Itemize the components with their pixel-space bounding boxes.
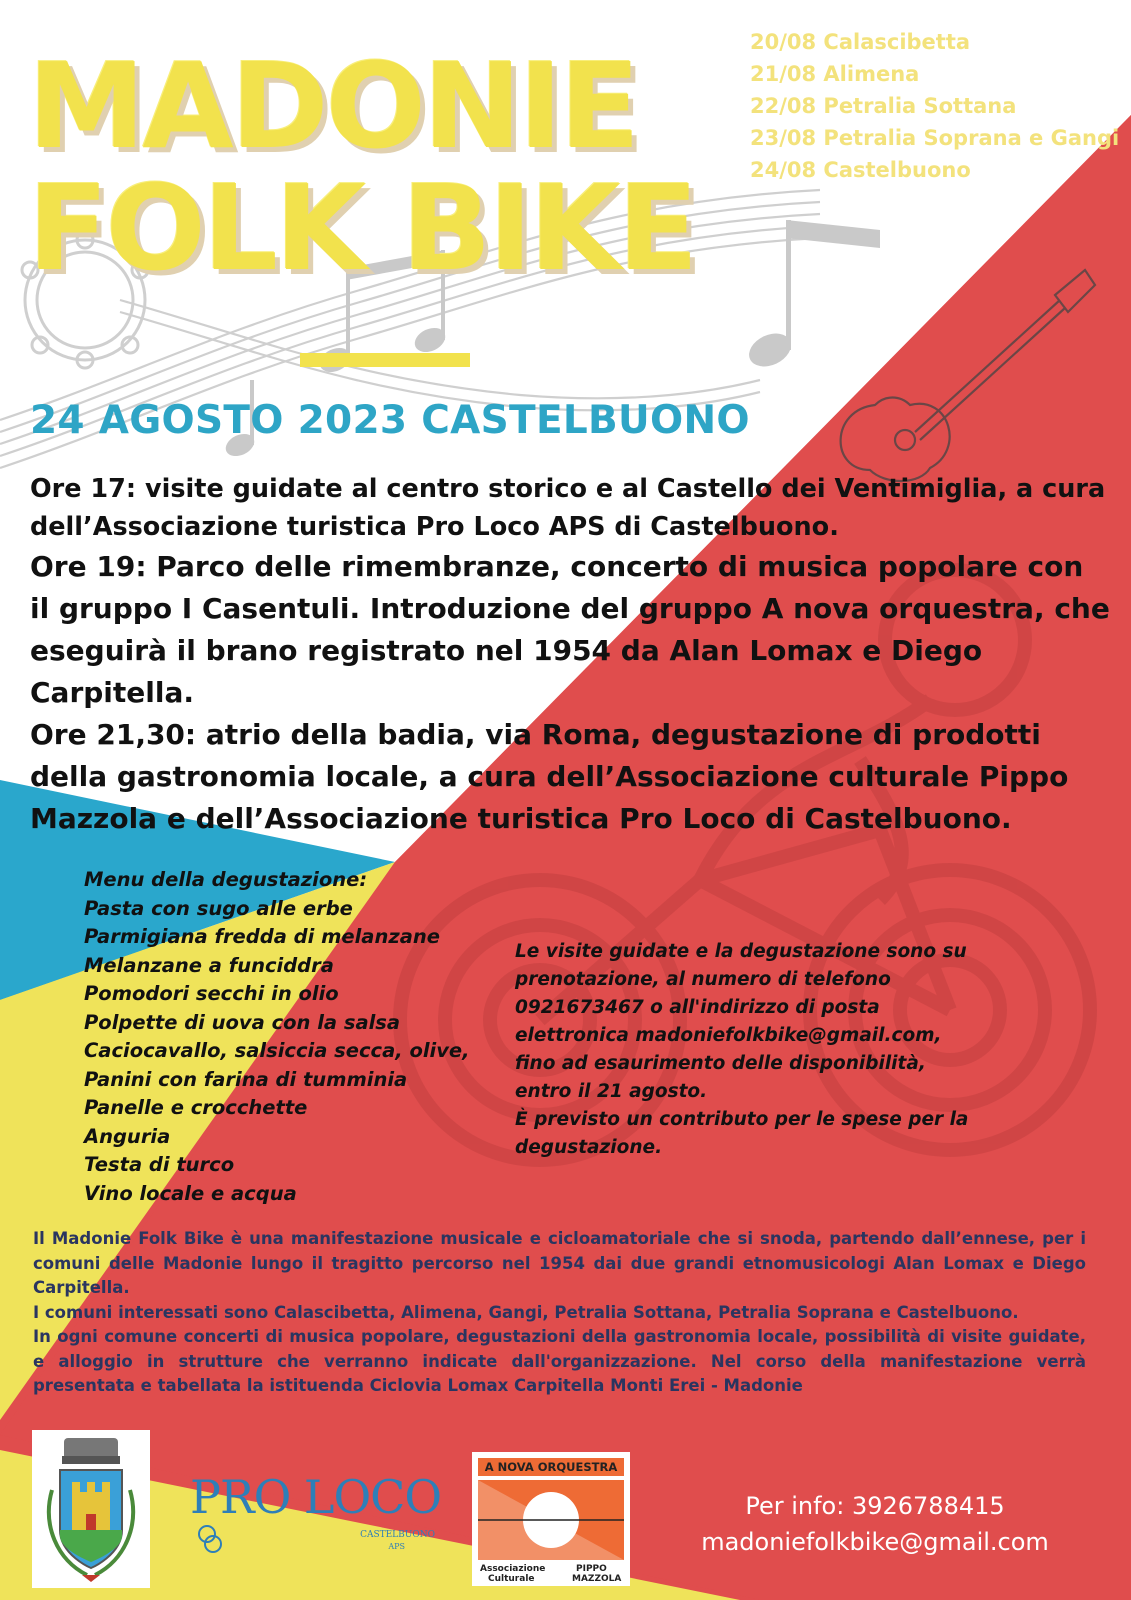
program-item-19: Ore 19: Parco delle rimembranze, concerto di musica popolare con il gruppo I Casentuli. Introduzione del gruppo A nova orquestra, che eseguirà il brano registrato nel 1954 da Alan Lomax e Diego Carpitella.	[30, 550, 1110, 709]
event-date-location: 24 AGOSTO 2023 CASTELBUONO	[30, 398, 750, 443]
booking-line: prenotazione, al numero di telefono	[515, 969, 891, 990]
menu-heading: Menu della degustazione:	[84, 868, 368, 891]
about-section	[33, 1227, 1086, 1399]
booking-line: È previsto un contributo per le spese per la	[515, 1109, 969, 1130]
menu-item: Pasta con sugo alle erbe	[84, 896, 353, 920]
nova-pippo: PIPPO	[576, 1564, 607, 1574]
date-item: 22/08 Petralia Sottana	[750, 94, 1017, 118]
booking-line: fino ad esaurimento delle disponibilità,	[515, 1053, 926, 1074]
title-line-2: FOLK BIKE	[28, 159, 696, 297]
program-item-17: Ore 17: visite guidate al centro storico e al Castello dei Ventimiglia, a cura dell’Associazione turistica Pro Loco APS di Castelbuono.	[30, 474, 1106, 542]
date-item: 21/08 Alimena	[750, 62, 920, 86]
guitar-icon	[841, 270, 1095, 481]
title-underline	[300, 353, 470, 367]
menu-item: Vino locale e acqua	[84, 1181, 297, 1205]
nova-title: A NOVA ORQUESTRA	[478, 1458, 624, 1476]
booking-line: 0921673467 o all'indirizzo di posta	[515, 997, 880, 1018]
date-item: 24/08 Castelbuono	[750, 158, 971, 182]
menu-item: Polpette di uova con la salsa	[84, 1010, 401, 1034]
about-paragraph: In ogni comune concerti di musica popolare, degustazioni della gastronomia locale, possibilità di visite guidate, e alloggio in strutture che verranno indicate dall'organizzazione. Nel corso della manifestazione verrà presentata e tabellata la istituenda Ciclovia Lomax Carpitella Monti Erei - Madonie	[33, 1327, 1086, 1395]
about-paragraph: I comuni interessati sono Calascibetta, Alimena, Gangi, Petralia Sottana, Petralia Soprana e Castelbuono.	[33, 1302, 1019, 1322]
booking-line: Le visite guidate e la degustazione sono su	[515, 941, 967, 962]
event-title	[28, 37, 696, 297]
proloco-logo-text: PRO LOCO	[190, 1470, 442, 1524]
contact-phone: Per info: 3926788415	[745, 1492, 1005, 1520]
date-item: 23/08 Petralia Soprana e Gangi	[750, 126, 1120, 150]
menu-item: Pomodori secchi in olio	[84, 982, 339, 1005]
town-crest-icon	[32, 1430, 150, 1588]
program	[30, 470, 1110, 840]
proloco-logo	[190, 1450, 442, 1560]
proloco-rings-icon	[196, 1522, 226, 1556]
nova-assoc-1: Associazione	[480, 1564, 546, 1574]
about-paragraph: Il Madonie Folk Bike è una manifestazione musicale e cicloamatoriale che si snoda, partendo dall’ennese, per i comuni delle Madonie lungo il tragitto percorso nel 1954 dai due grandi etnomusicologi Alan Lomax e Diego Carpitella.	[33, 1229, 1086, 1297]
nova-assoc-2: Culturale	[488, 1574, 535, 1584]
date-item: 20/08 Calascibetta	[750, 30, 971, 54]
nova-mazzola: MAZZOLA	[572, 1574, 622, 1584]
menu-item: Caciocavallo, salsiccia secca, olive,	[84, 1039, 470, 1062]
menu-item: Anguria	[84, 1124, 171, 1148]
booking-line: degustazione.	[515, 1137, 663, 1158]
menu-item: Panelle e crocchette	[84, 1096, 308, 1119]
menu-item: Melanzane a funciddra	[84, 953, 334, 977]
booking-line: entro il 21 agosto.	[515, 1081, 708, 1102]
title-line-1: MADONIE	[28, 37, 638, 175]
program-item-2130: Ore 21,30: atrio della badia, via Roma, degustazione di prodotti della gastronomia locale, a cura dell’Associazione culturale Pippo Mazzola e dell’Associazione turistica Pro Loco di Castelbuono.	[30, 718, 1069, 835]
proloco-aps: APS	[388, 1542, 405, 1551]
booking-info	[515, 938, 975, 1162]
contact-email[interactable]: madoniefolkbike@gmail.com	[701, 1528, 1049, 1556]
tasting-menu	[84, 866, 470, 1208]
booking-line: elettronica madoniefolkbike@gmail.com,	[515, 1025, 942, 1046]
nova-orquestra-logo	[472, 1452, 630, 1586]
menu-item: Parmigiana fredda di melanzane	[84, 925, 440, 948]
nova-disc-icon	[478, 1480, 624, 1560]
menu-item: Testa di turco	[84, 1153, 235, 1176]
contact-info	[680, 1488, 1070, 1560]
proloco-town: CASTELBUONO	[360, 1530, 435, 1540]
menu-item: Panini con farina di tumminia	[84, 1067, 408, 1091]
tour-dates	[750, 26, 1119, 186]
